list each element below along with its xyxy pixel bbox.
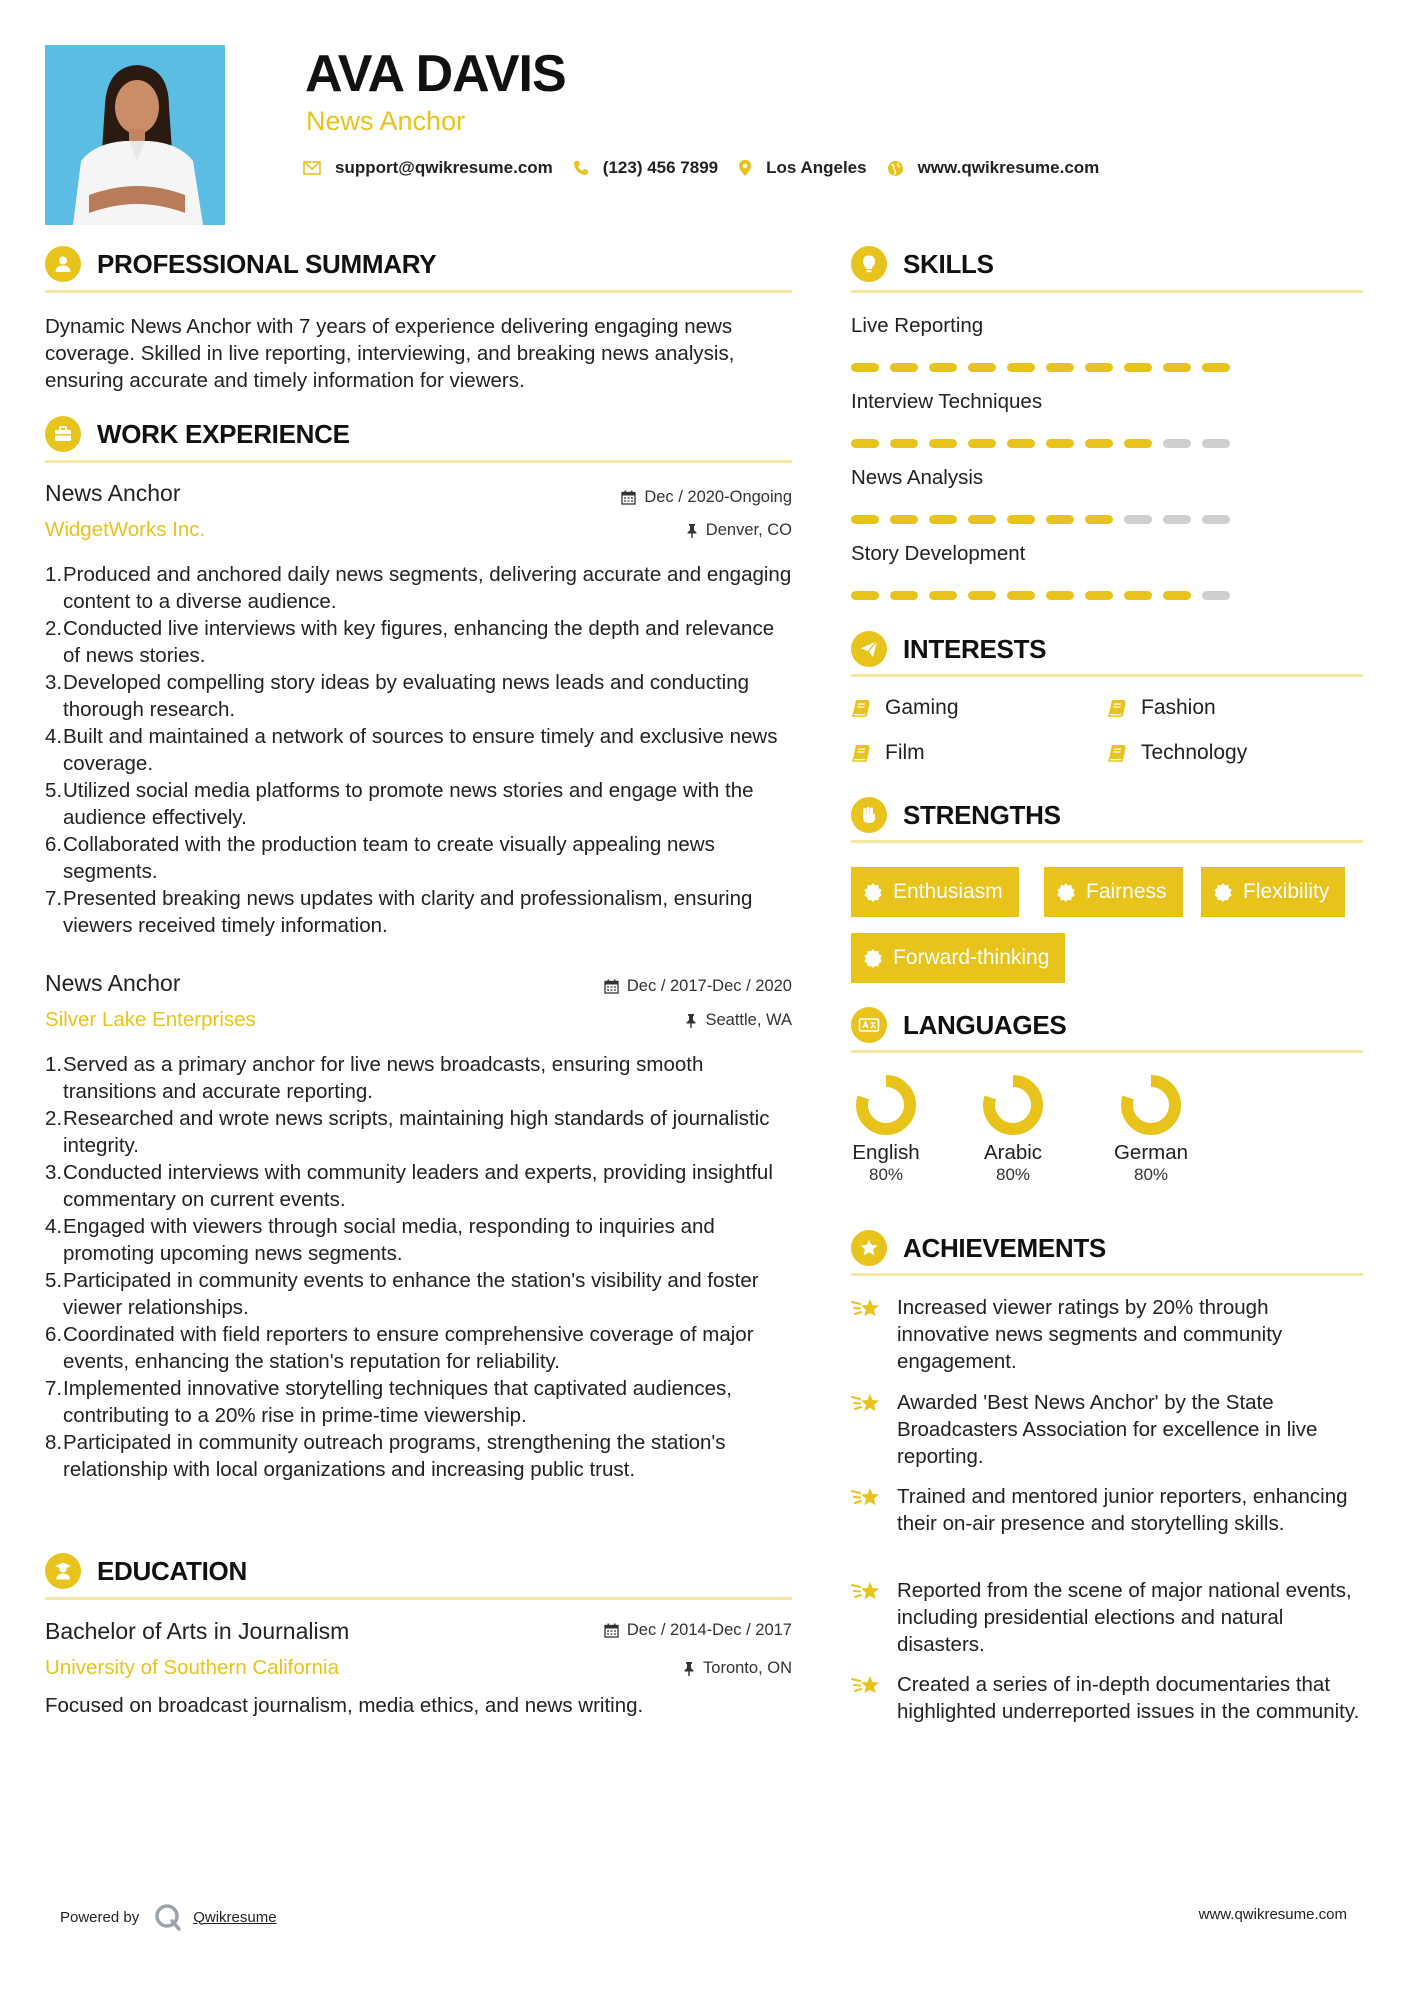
education-description: Focused on broadcast journalism, media ethics, and news writing. — [45, 1694, 644, 1717]
education-degree: Bachelor of Arts in Journalism — [45, 1618, 350, 1644]
languages-badge — [851, 1007, 887, 1043]
summary-heading: PROFESSIONAL SUMMARY — [97, 248, 437, 279]
experience-badge — [45, 416, 81, 452]
interest-label: Technology — [1141, 741, 1248, 764]
footer-website[interactable]: www.qwikresume.com — [1198, 1906, 1347, 1923]
strength-label: Forward-thinking — [893, 946, 1050, 969]
achievements-heading: ACHIEVEMENTS — [903, 1232, 1106, 1263]
job-2-dates — [604, 977, 792, 996]
language-percent: 80% — [995, 1165, 1031, 1184]
contact-email[interactable] — [303, 158, 553, 178]
achievement-item-5 — [851, 1671, 1363, 1725]
skill-dot-empty — [1163, 515, 1191, 524]
interest-label: Film — [885, 741, 925, 764]
experience-header — [45, 416, 350, 452]
strength-chip-2 — [1044, 867, 1183, 917]
candidate-name: AVA DAVIS — [305, 45, 566, 103]
job-2-location-text: Seattle, WA — [705, 1011, 792, 1029]
contact-bar — [303, 158, 1119, 178]
calendar-icon — [621, 490, 636, 505]
achievement-text: Created a series of in-depth documentaries that highlighted underreported issues in the community. — [897, 1673, 1360, 1723]
job-2-bullet-4: Engaged with viewers through social media, responding to inquiries and promoting upcoming news segments. — [63, 1215, 715, 1265]
job-2-bullet-7: Implemented innovative storytelling techniques that captivated audiences, contributing to a 20% rise in prime-time viewership. — [63, 1377, 732, 1427]
strengths-header — [851, 797, 1061, 833]
job-1-dates — [621, 488, 792, 507]
language-ring — [981, 1073, 1045, 1137]
achievement-text: Trained and mentored junior reporters, enhancing their on-air presence and storytelling skills. — [897, 1485, 1348, 1535]
interests-header — [851, 631, 1046, 667]
strengths-heading: STRENGTHS — [903, 799, 1061, 830]
job-2-bullet-5: Participated in community events to enhance the station's visibility and foster viewer relationships. — [63, 1269, 759, 1319]
shooting-star-icon — [851, 1391, 883, 1417]
skills-badge — [851, 246, 887, 282]
qwikresume-logo-icon — [153, 1902, 183, 1932]
job-2-location — [685, 1011, 792, 1030]
job-1-location — [686, 521, 792, 540]
skill-dot-filled — [1085, 363, 1113, 372]
shooting-star-icon — [851, 1485, 883, 1511]
book-icon — [1107, 698, 1127, 718]
email-text: support@qwikresume.com — [335, 158, 553, 177]
achievement-item-4 — [851, 1577, 1363, 1658]
skill-dot-filled — [929, 439, 957, 448]
skill-dot-filled — [851, 515, 879, 524]
experience-divider — [45, 460, 792, 463]
skill-1-meter — [851, 363, 1241, 372]
achievement-item-2 — [851, 1389, 1363, 1470]
education-header — [45, 1553, 247, 1589]
job-2-company: Silver Lake Enterprises — [45, 1008, 256, 1031]
badge-icon — [1213, 882, 1233, 902]
job-1-dates-text: Dec / 2020-Ongoing — [644, 488, 792, 506]
job-1-bullet-5: Utilized social media platforms to promote news stories and engage with the audience effectively. — [63, 779, 754, 829]
job-1-bullet-1: Produced and anchored daily news segments, delivering accurate and engaging content to a diverse audience. — [63, 563, 792, 613]
language-item-2 — [978, 1073, 1048, 1185]
skill-dot-filled — [1085, 591, 1113, 600]
phone-icon — [573, 160, 589, 176]
languages-heading: LANGUAGES — [903, 1009, 1067, 1040]
achievements-badge — [851, 1230, 887, 1266]
skill-dot-filled — [1124, 439, 1152, 448]
skill-dot-filled — [968, 591, 996, 600]
interest-item-3 — [851, 741, 925, 765]
interest-label: Fashion — [1141, 696, 1216, 719]
footer-powered-by — [60, 1902, 277, 1932]
pushpin-icon — [683, 1661, 695, 1676]
job-1-location-text: Denver, CO — [705, 521, 792, 539]
pushpin-icon — [686, 523, 698, 538]
skill-dot-empty — [1163, 439, 1191, 448]
job-2-bullet-6: Coordinated with field reporters to ensure comprehensive coverage of major events, enhancing the station's reputation for reliability. — [63, 1323, 754, 1373]
interest-item-2 — [1107, 696, 1216, 720]
skill-dot-filled — [851, 591, 879, 600]
language-item-3 — [1108, 1073, 1194, 1185]
language-name: English — [852, 1141, 920, 1164]
shooting-star-icon — [851, 1579, 883, 1605]
skill-4-meter — [851, 591, 1241, 600]
calendar-icon — [604, 979, 619, 994]
job-2-bullet-8: Participated in community outreach programs, strengthening the station's relationship with local organizations and increasing public trust. — [63, 1431, 726, 1481]
badge-icon — [1056, 882, 1076, 902]
job-1-bullet-3: Developed compelling story ideas by evaluating news leads and conducting thorough research. — [63, 671, 750, 721]
map-pin-icon — [738, 159, 752, 177]
skill-dot-empty — [1202, 439, 1230, 448]
language-ring — [854, 1073, 918, 1137]
pushpin-icon — [685, 1013, 697, 1028]
skill-2-meter — [851, 439, 1241, 448]
powered-by-text: Powered by — [60, 1908, 140, 1926]
skill-dot-filled — [968, 363, 996, 372]
skill-dot-filled — [929, 363, 957, 372]
skill-dot-filled — [890, 363, 918, 372]
skill-dot-filled — [1046, 515, 1074, 524]
skill-dot-empty — [1124, 515, 1152, 524]
language-item-1 — [851, 1073, 921, 1185]
skill-dot-empty — [1202, 515, 1230, 524]
book-icon — [851, 698, 871, 718]
language-percent: 80% — [1133, 1165, 1169, 1184]
skills-heading: SKILLS — [903, 248, 994, 279]
interests-heading: INTERESTS — [903, 633, 1047, 664]
experience-heading: WORK EXPERIENCE — [97, 418, 350, 449]
profile-photo — [45, 45, 225, 225]
education-location-text: Toronto, ON — [703, 1659, 792, 1677]
skill-dot-filled — [1007, 363, 1035, 372]
skill-dot-filled — [1085, 439, 1113, 448]
skill-dot-filled — [890, 439, 918, 448]
achievements-divider — [851, 1273, 1363, 1276]
summary-badge — [45, 246, 81, 282]
languages-divider — [851, 1050, 1363, 1053]
education-location — [683, 1659, 792, 1678]
skill-1-name: Live Reporting — [851, 314, 984, 337]
education-dates — [604, 1621, 792, 1640]
interest-item-1 — [851, 696, 959, 720]
skill-dot-filled — [851, 363, 879, 372]
briefcase-icon — [53, 424, 73, 444]
summary-header — [45, 246, 436, 282]
education-divider — [45, 1597, 792, 1600]
skill-dot-filled — [929, 591, 957, 600]
graduate-icon — [53, 1561, 73, 1581]
star-icon — [859, 1238, 879, 1258]
interest-item-4 — [1107, 741, 1247, 765]
badge-icon — [863, 882, 883, 902]
skill-dot-filled — [890, 515, 918, 524]
location-text: Los Angeles — [766, 158, 867, 177]
interests-badge — [851, 631, 887, 667]
achievement-text: Reported from the scene of major national events, including presidential elections and natural disasters. — [897, 1579, 1352, 1656]
job-2-bullet-1: Served as a primary anchor for live news broadcasts, ensuring smooth transitions and accurate reporting. — [63, 1053, 704, 1103]
skill-dot-filled — [890, 591, 918, 600]
contact-phone[interactable] — [573, 158, 718, 178]
calendar-icon — [604, 1623, 619, 1638]
strength-chip-1 — [851, 867, 1019, 917]
language-name: German — [1113, 1141, 1189, 1164]
skill-dot-filled — [851, 439, 879, 448]
job-1-company: WidgetWorks Inc. — [45, 518, 206, 541]
skill-dot-filled — [929, 515, 957, 524]
skill-dot-filled — [1046, 439, 1074, 448]
fist-icon — [859, 805, 879, 825]
languages-header — [851, 1007, 1066, 1043]
job-1-bullets — [45, 561, 795, 939]
achievement-text: Increased viewer ratings by 20% through innovative news segments and community engagement. — [897, 1296, 1283, 1373]
book-icon — [851, 743, 871, 763]
achievement-item-1 — [851, 1294, 1363, 1375]
skill-dot-filled — [1007, 591, 1035, 600]
mail-icon — [303, 161, 321, 175]
strength-label: Flexibility — [1243, 880, 1330, 903]
candidate-title: News Anchor — [306, 106, 466, 136]
education-heading: EDUCATION — [97, 1555, 247, 1586]
interests-divider — [851, 674, 1363, 677]
skills-divider — [851, 290, 1363, 293]
job-1-title: News Anchor — [45, 480, 181, 506]
user-icon — [53, 254, 73, 274]
job-1-bullet-4: Built and maintained a network of sources to ensure timely and exclusive news coverage. — [63, 725, 778, 775]
language-icon — [858, 1015, 880, 1035]
skill-dot-filled — [1124, 363, 1152, 372]
education-school: University of Southern California — [45, 1656, 339, 1679]
education-badge — [45, 1553, 81, 1589]
job-2-bullets — [45, 1051, 795, 1483]
book-icon — [1107, 743, 1127, 763]
shooting-star-icon — [851, 1673, 883, 1699]
shooting-star-icon — [851, 1296, 883, 1322]
skill-dot-filled — [1007, 515, 1035, 524]
achievement-text: Awarded 'Best News Anchor' by the State Broadcasters Association for excellence in live reporting. — [897, 1391, 1318, 1468]
brand-link[interactable]: Qwikresume — [193, 1908, 277, 1926]
job-2-bullet-2: Researched and wrote news scripts, maintaining high standards of journalistic integrity. — [63, 1107, 770, 1157]
person-portrait-image — [45, 45, 225, 225]
skill-dot-filled — [1007, 439, 1035, 448]
skills-header — [851, 246, 994, 282]
skill-dot-filled — [1163, 363, 1191, 372]
language-percent: 80% — [868, 1165, 904, 1184]
strength-label: Fairness — [1086, 880, 1167, 903]
skill-dot-filled — [1202, 363, 1230, 372]
skill-dot-empty — [1202, 591, 1230, 600]
job-1-bullet-2: Conducted live interviews with key figures, enhancing the depth and relevance of news stories. — [63, 617, 775, 667]
summary-divider — [45, 290, 792, 293]
job-2-title: News Anchor — [45, 970, 181, 996]
job-2-dates-text: Dec / 2017-Dec / 2020 — [626, 977, 792, 995]
skill-2-name: Interview Techniques — [851, 390, 1043, 413]
strength-label: Enthusiasm — [893, 880, 1003, 903]
website-text: www.qwikresume.com — [917, 158, 1100, 177]
contact-location — [738, 158, 866, 178]
education-dates-text: Dec / 2014-Dec / 2017 — [626, 1621, 792, 1639]
achievement-item-3 — [851, 1483, 1363, 1537]
strength-chip-3 — [1201, 867, 1345, 917]
skill-dot-filled — [1085, 515, 1113, 524]
skill-3-name: News Analysis — [851, 466, 984, 489]
skill-dot-filled — [1124, 591, 1152, 600]
skill-4-name: Story Development — [851, 542, 1026, 565]
interest-label: Gaming — [885, 696, 959, 719]
job-1-bullet-7: Presented breaking news updates with clarity and professionalism, ensuring viewers received timely information. — [63, 887, 753, 937]
paper-plane-icon — [859, 639, 879, 659]
job-1-bullet-6: Collaborated with the production team to create visually appealing news segments. — [63, 833, 715, 883]
badge-icon — [863, 948, 883, 968]
achievements-header — [851, 1230, 1106, 1266]
skill-dot-filled — [1046, 591, 1074, 600]
language-ring — [1119, 1073, 1183, 1137]
skill-dot-filled — [1046, 363, 1074, 372]
strengths-badge — [851, 797, 887, 833]
contact-website[interactable] — [887, 158, 1100, 178]
language-name: Arabic — [983, 1141, 1043, 1164]
skill-dot-filled — [1163, 591, 1191, 600]
strengths-divider — [851, 840, 1363, 843]
globe-icon — [887, 160, 904, 177]
lightbulb-icon — [859, 254, 879, 274]
strength-chip-4 — [851, 933, 1065, 983]
summary-text: Dynamic News Anchor with 7 years of experience delivering engaging news coverage. Skilled in live reporting, interviewing, and breaking news analysis, ensuring accurate and timely information for viewers. — [45, 315, 735, 392]
job-2-bullet-3: Conducted interviews with community leaders and experts, providing insightful commentary on current events. — [63, 1161, 773, 1211]
phone-text: (123) 456 7899 — [602, 158, 719, 177]
skill-dot-filled — [968, 439, 996, 448]
skill-3-meter — [851, 515, 1241, 524]
skill-dot-filled — [968, 515, 996, 524]
